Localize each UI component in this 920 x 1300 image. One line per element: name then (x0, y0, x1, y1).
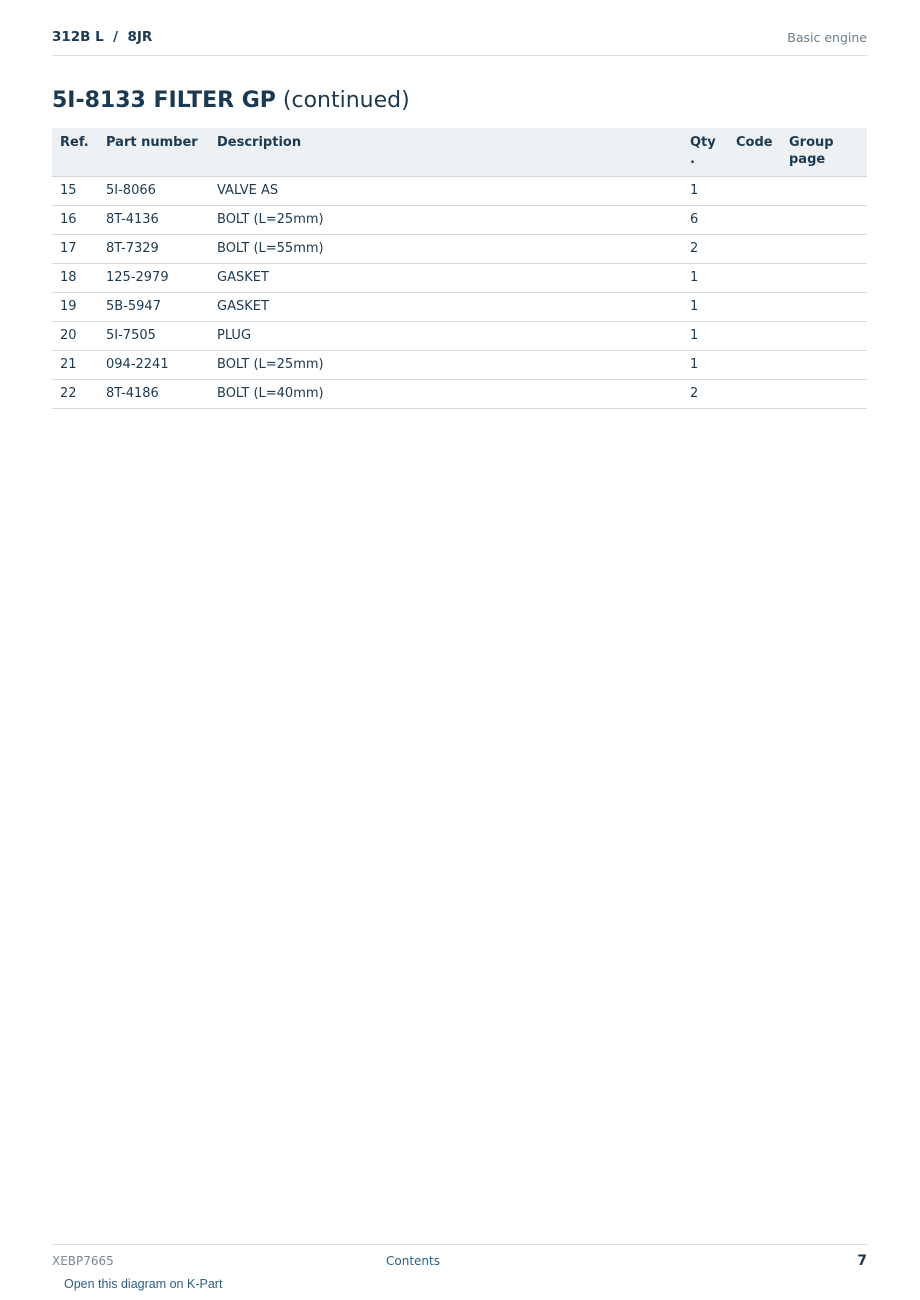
cell-description: PLUG (209, 322, 682, 351)
continued-label: (continued) (282, 88, 410, 113)
cell-ref: 16 (52, 206, 98, 235)
cell-part-number: 125-2979 (98, 264, 209, 293)
group-header-line1: Group (789, 135, 834, 150)
cell-group-page (781, 206, 867, 235)
cell-qty: 1 (682, 177, 728, 206)
cell-qty: 1 (682, 351, 728, 380)
machine-model: 312B L / 8JR (52, 29, 153, 45)
cell-part-number: 5I-7505 (98, 322, 209, 351)
parts-table (52, 128, 867, 409)
table-row (52, 177, 867, 206)
cell-part-number: 5B-5947 (98, 293, 209, 322)
cell-group-page (781, 264, 867, 293)
column-header-group-page (781, 128, 867, 177)
cell-part-number: 5I-8066 (98, 177, 209, 206)
cell-code (728, 206, 781, 235)
cell-code (728, 235, 781, 264)
parts-table-body (52, 177, 867, 409)
cell-description: BOLT (L=25mm) (209, 351, 682, 380)
cell-group-page (781, 177, 867, 206)
page-title (52, 88, 410, 113)
document-id: XEBP7665 (52, 1254, 114, 1268)
page-header (52, 28, 867, 56)
cell-part-number: 8T-4136 (98, 206, 209, 235)
cell-qty: 1 (682, 264, 728, 293)
cell-description: GASKET (209, 293, 682, 322)
assembly-title: 5I-8133 FILTER GP (52, 88, 276, 113)
column-header-part-number: Part number (98, 128, 209, 177)
cell-qty: 2 (682, 235, 728, 264)
cell-code (728, 264, 781, 293)
cell-description: BOLT (L=55mm) (209, 235, 682, 264)
table-row (52, 235, 867, 264)
cell-ref: 18 (52, 264, 98, 293)
qty-header-line2: . (690, 152, 695, 167)
cell-qty: 1 (682, 293, 728, 322)
cell-ref: 15 (52, 177, 98, 206)
cell-part-number: 094-2241 (98, 351, 209, 380)
cell-ref: 19 (52, 293, 98, 322)
column-header-ref: Ref. (52, 128, 98, 177)
table-row (52, 206, 867, 235)
cell-description: BOLT (L=40mm) (209, 380, 682, 409)
column-header-qty (682, 128, 728, 177)
cell-part-number: 8T-4186 (98, 380, 209, 409)
cell-code (728, 177, 781, 206)
section-name: Basic engine (787, 30, 867, 45)
table-row (52, 293, 867, 322)
cell-code (728, 293, 781, 322)
cell-description: BOLT (L=25mm) (209, 206, 682, 235)
cell-ref: 17 (52, 235, 98, 264)
cell-part-number: 8T-7329 (98, 235, 209, 264)
cell-qty: 6 (682, 206, 728, 235)
cell-group-page (781, 235, 867, 264)
cell-code (728, 351, 781, 380)
table-row (52, 264, 867, 293)
cell-code (728, 322, 781, 351)
cell-ref: 22 (52, 380, 98, 409)
parts-table-header (52, 128, 867, 177)
cell-group-page (781, 322, 867, 351)
table-row (52, 351, 867, 380)
table-row (52, 322, 867, 351)
page-number: 7 (857, 1253, 867, 1269)
cell-code (728, 380, 781, 409)
table-row (52, 380, 867, 409)
cell-qty: 1 (682, 322, 728, 351)
cell-qty: 2 (682, 380, 728, 409)
cell-description: VALVE AS (209, 177, 682, 206)
cell-ref: 21 (52, 351, 98, 380)
column-header-code: Code (728, 128, 781, 177)
contents-link[interactable]: Contents (386, 1254, 440, 1268)
page-footer (52, 1244, 867, 1269)
open-kpart-link[interactable]: Open this diagram on K-Part (64, 1277, 223, 1291)
cell-ref: 20 (52, 322, 98, 351)
cell-description: GASKET (209, 264, 682, 293)
cell-group-page (781, 293, 867, 322)
cell-group-page (781, 351, 867, 380)
cell-group-page (781, 380, 867, 409)
group-header-line2: page (789, 152, 826, 167)
column-header-description: Description (209, 128, 682, 177)
qty-header-line1: Qty (690, 135, 716, 150)
